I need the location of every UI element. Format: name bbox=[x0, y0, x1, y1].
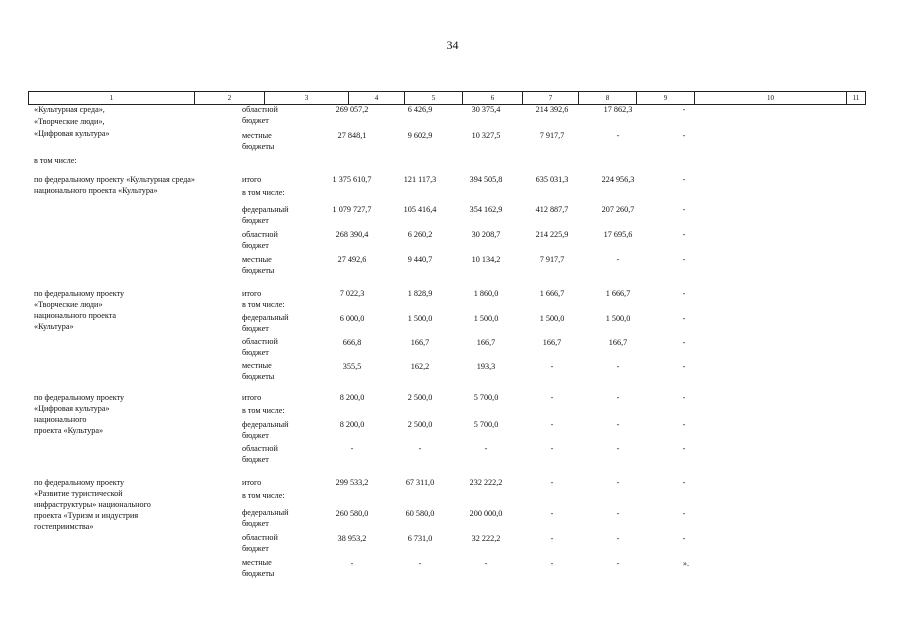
section-title-line: по федеральному проекту bbox=[34, 289, 125, 298]
value-cell: - bbox=[682, 362, 686, 371]
value-cell: 666,8 bbox=[342, 338, 362, 347]
budget-label: федеральный bbox=[242, 205, 289, 214]
section-title-line: «Культура» bbox=[34, 322, 74, 331]
value-cell: 1 500,0 bbox=[473, 314, 499, 323]
value-cell: ». bbox=[682, 559, 690, 568]
value-cell: - bbox=[682, 478, 686, 487]
section-title-line: «Цифровая культура» bbox=[34, 404, 110, 413]
header-cell: 11 bbox=[846, 92, 866, 104]
row-title-line: «Культурная среда», bbox=[34, 105, 105, 114]
value-cell: 8 200,0 bbox=[339, 393, 365, 402]
header-cell: 10 bbox=[694, 92, 846, 104]
value-cell: - bbox=[616, 559, 620, 568]
value-cell: 166,7 bbox=[410, 338, 430, 347]
value-cell: - bbox=[616, 420, 620, 429]
value-cell: 9 602,9 bbox=[407, 131, 433, 140]
value-cell: - bbox=[616, 444, 620, 453]
value-cell: 166,7 bbox=[476, 338, 496, 347]
value-cell: - bbox=[682, 314, 686, 323]
value-cell: 7 917,7 bbox=[539, 131, 565, 140]
value-cell: 8 200,0 bbox=[339, 420, 365, 429]
value-cell: 9 440,7 bbox=[407, 255, 433, 264]
value-cell: - bbox=[418, 559, 422, 568]
budget-label: бюджеты bbox=[242, 266, 275, 275]
value-cell: 105 416,4 bbox=[403, 205, 437, 214]
budget-label: местные bbox=[242, 131, 272, 140]
budget-label: бюджет bbox=[242, 324, 269, 333]
budget-label: бюджет bbox=[242, 348, 269, 357]
value-cell: 214 392,6 bbox=[535, 105, 569, 114]
budget-label: бюджет bbox=[242, 216, 269, 225]
value-cell: 1 666,7 bbox=[539, 289, 565, 298]
value-cell: 162,2 bbox=[410, 362, 430, 371]
header-cell: 6 bbox=[462, 92, 522, 104]
itogo-label: итого bbox=[242, 175, 262, 184]
section-title-line: по федеральному проекту «Культурная среда» bbox=[34, 175, 196, 184]
value-cell: 32 222,2 bbox=[471, 534, 501, 543]
section-title-line: национального проекта bbox=[34, 311, 117, 320]
header-cell: 8 bbox=[578, 92, 636, 104]
value-cell: - bbox=[616, 362, 620, 371]
value-cell: - bbox=[682, 338, 686, 347]
value-cell: - bbox=[682, 289, 686, 298]
budget-label: бюджеты bbox=[242, 372, 275, 381]
header-cell: 3 bbox=[264, 92, 348, 104]
value-cell: 1 666,7 bbox=[605, 289, 631, 298]
value-cell: - bbox=[682, 131, 686, 140]
budget-label: бюджет bbox=[242, 241, 269, 250]
value-cell: 394 505,8 bbox=[469, 175, 503, 184]
value-cell: 10 134,2 bbox=[471, 255, 501, 264]
value-cell: - bbox=[682, 534, 686, 543]
section-title-line: национального bbox=[34, 415, 87, 424]
value-cell: - bbox=[682, 444, 686, 453]
in-that-number-label: в том числе: bbox=[34, 156, 77, 165]
value-cell: 5 700,0 bbox=[473, 420, 499, 429]
value-cell: 214 225,9 bbox=[535, 230, 569, 239]
section-title-line: проекта «Культура» bbox=[34, 426, 104, 435]
sub-label: в том числе: bbox=[242, 491, 285, 500]
value-cell: 17 695,6 bbox=[603, 230, 633, 239]
section-title-line: национального проекта «Культура» bbox=[34, 186, 158, 195]
value-cell: - bbox=[418, 444, 422, 453]
value-cell: - bbox=[682, 205, 686, 214]
value-cell: 1 860,0 bbox=[473, 289, 499, 298]
value-cell: 260 580,0 bbox=[335, 509, 369, 518]
budget-label: федеральный bbox=[242, 508, 289, 517]
value-cell: 67 311,0 bbox=[405, 478, 435, 487]
value-cell: 7 022,3 bbox=[339, 289, 365, 298]
budget-label: бюджет bbox=[242, 431, 269, 440]
sub-label: в том числе: bbox=[242, 406, 285, 415]
value-cell: 207 260,7 bbox=[601, 205, 635, 214]
section-title-line: инфраструктуры» национального bbox=[34, 500, 151, 509]
itogo-label: итого bbox=[242, 289, 262, 298]
value-cell: 1 500,0 bbox=[407, 314, 433, 323]
budget-label: федеральный bbox=[242, 420, 289, 429]
value-cell: - bbox=[550, 420, 554, 429]
value-cell: 38 953,2 bbox=[337, 534, 367, 543]
value-cell: 121 117,3 bbox=[403, 175, 437, 184]
value-cell: 1 828,9 bbox=[407, 289, 433, 298]
value-cell: 7 917,7 bbox=[539, 255, 565, 264]
value-cell: 10 327,5 bbox=[471, 131, 501, 140]
value-cell: - bbox=[682, 509, 686, 518]
value-cell: 27 492,6 bbox=[337, 255, 367, 264]
value-cell: 193,3 bbox=[476, 362, 496, 371]
value-cell: 269 057,2 bbox=[335, 105, 369, 114]
value-cell: - bbox=[616, 255, 620, 264]
value-cell: 200 000,0 bbox=[469, 509, 503, 518]
value-cell: 166,7 bbox=[542, 338, 562, 347]
budget-label: областной bbox=[242, 444, 278, 453]
value-cell: 6 260,2 bbox=[407, 230, 433, 239]
value-cell: 1 500,0 bbox=[605, 314, 631, 323]
section-title-line: проекта «Туризм и индустрия bbox=[34, 511, 139, 520]
header-cell: 7 bbox=[522, 92, 578, 104]
value-cell: 6 731,0 bbox=[407, 534, 433, 543]
value-cell: 27 848,1 bbox=[337, 131, 367, 140]
value-cell: - bbox=[616, 478, 620, 487]
value-cell: - bbox=[682, 393, 686, 402]
value-cell: - bbox=[616, 131, 620, 140]
value-cell: 1 500,0 bbox=[539, 314, 565, 323]
header-cell: 5 bbox=[404, 92, 462, 104]
value-cell: - bbox=[350, 559, 354, 568]
section-title-line: гостеприимства» bbox=[34, 522, 94, 531]
value-cell: 1 375 610,7 bbox=[332, 175, 372, 184]
value-cell: - bbox=[682, 255, 686, 264]
value-cell: 355,5 bbox=[342, 362, 362, 371]
budget-label: местные bbox=[242, 558, 272, 567]
value-cell: 412 887,7 bbox=[535, 205, 569, 214]
budget-label: бюджет bbox=[242, 544, 269, 553]
budget-label: местные bbox=[242, 361, 272, 370]
value-cell: 17 862,3 bbox=[603, 105, 633, 114]
value-cell: - bbox=[616, 534, 620, 543]
value-cell: 30 375,4 bbox=[471, 105, 501, 114]
value-cell: - bbox=[484, 559, 488, 568]
value-cell: - bbox=[550, 393, 554, 402]
value-cell: 224 956,3 bbox=[601, 175, 635, 184]
value-cell: - bbox=[682, 420, 686, 429]
value-cell: 635 031,3 bbox=[535, 175, 569, 184]
header-cell: 1 bbox=[28, 92, 194, 104]
value-cell: - bbox=[550, 559, 554, 568]
budget-label: областной bbox=[242, 105, 278, 114]
section-title-line: по федеральному проекту bbox=[34, 393, 125, 402]
budget-label: областной bbox=[242, 533, 278, 542]
value-cell: 60 580,0 bbox=[405, 509, 435, 518]
value-cell: 30 208,7 bbox=[471, 230, 501, 239]
value-cell: - bbox=[550, 478, 554, 487]
value-cell: 354 162,9 bbox=[469, 205, 503, 214]
value-cell: - bbox=[682, 175, 686, 184]
section-title-line: «Творческие люди» bbox=[34, 300, 103, 309]
value-cell: 6 426,9 bbox=[407, 105, 433, 114]
value-cell: 2 500,0 bbox=[407, 420, 433, 429]
page-number: 34 bbox=[446, 38, 459, 52]
value-cell: - bbox=[682, 105, 686, 114]
itogo-label: итого bbox=[242, 393, 262, 402]
value-cell: 268 390,4 bbox=[335, 230, 369, 239]
value-cell: - bbox=[616, 393, 620, 402]
value-cell: 1 079 727,7 bbox=[332, 205, 372, 214]
value-cell: - bbox=[550, 509, 554, 518]
row-title-line: «Творческие люди», bbox=[34, 117, 105, 126]
budget-label: бюджет bbox=[242, 116, 269, 125]
value-cell: 2 500,0 bbox=[407, 393, 433, 402]
value-cell: - bbox=[682, 230, 686, 239]
budget-label: бюджеты bbox=[242, 142, 275, 151]
value-cell: 6 000,0 bbox=[339, 314, 365, 323]
value-cell: 5 700,0 bbox=[473, 393, 499, 402]
budget-label: областной bbox=[242, 337, 278, 346]
row-title-line: «Цифровая культура» bbox=[34, 129, 110, 138]
value-cell: - bbox=[550, 362, 554, 371]
header-cell: 2 bbox=[194, 92, 264, 104]
budget-label: федеральный bbox=[242, 313, 289, 322]
budget-label: бюджет bbox=[242, 519, 269, 528]
sub-label: в том числе: bbox=[242, 188, 285, 197]
itogo-label: итого bbox=[242, 478, 262, 487]
budget-label: бюджет bbox=[242, 455, 269, 464]
value-cell: - bbox=[350, 444, 354, 453]
value-cell: - bbox=[550, 444, 554, 453]
value-cell: - bbox=[484, 444, 488, 453]
value-cell: 166,7 bbox=[608, 338, 628, 347]
header-cell: 4 bbox=[348, 92, 404, 104]
value-cell: 299 533,2 bbox=[335, 478, 369, 487]
header-cell: 9 bbox=[636, 92, 694, 104]
sub-label: в том числе: bbox=[242, 300, 285, 309]
budget-label: областной bbox=[242, 230, 278, 239]
table-header-row bbox=[28, 91, 866, 105]
budget-label: местные bbox=[242, 255, 272, 264]
section-title-line: по федеральному проекту bbox=[34, 478, 125, 487]
budget-label: бюджеты bbox=[242, 569, 275, 578]
value-cell: 232 222,2 bbox=[469, 478, 503, 487]
value-cell: - bbox=[550, 534, 554, 543]
value-cell: - bbox=[616, 509, 620, 518]
section-title-line: «Развитие туристической bbox=[34, 489, 123, 498]
